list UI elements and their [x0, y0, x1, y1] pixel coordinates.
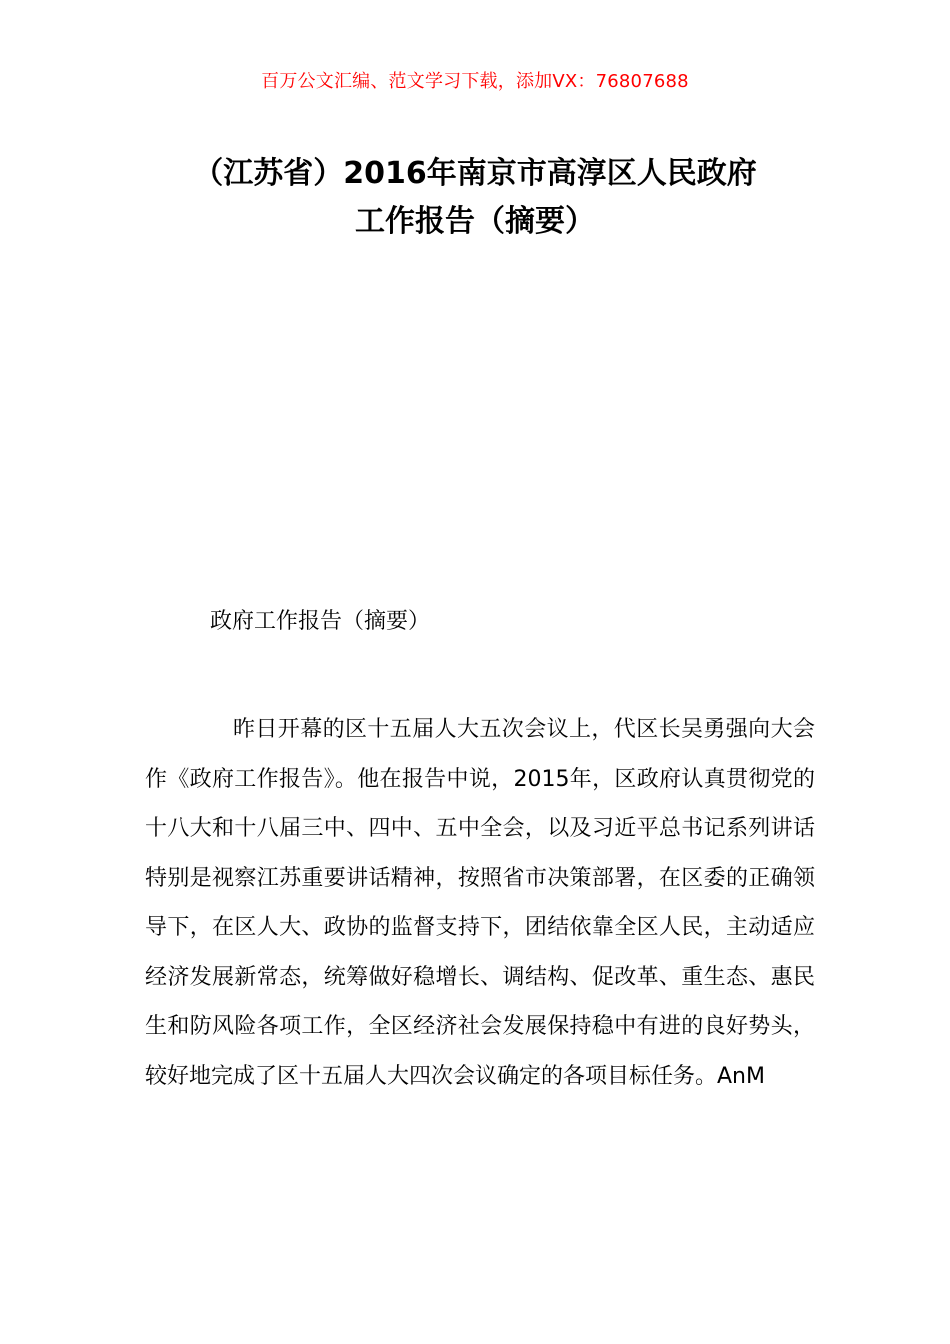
body-paragraph: 昨日开幕的区十五届人大五次会议上，代区长吴勇强向大会作《政府工作报告》。他在报告中说，2015年，区政府认真贯彻党的十八大和十八届三中、四中、五中全会，以及习近平总书记系列讲话特别是视察江苏重要讲话精神，按照省市决策部署，在区委的正确领导下，在区人大、政协的监督支持下，团结依靠全区人民，主动适应经济发展新常态，统筹做好稳增长、调结构、促改革、重生态、惠民生和防风险各项工作，全区经济社会发展保持稳中有进的良好势头，较好地完成了区十五届人大四次会议确定的各项目标任务。AnM: [145, 717, 815, 1089]
document-title-line-2: 工作报告（摘要）: [355, 204, 595, 239]
document-title: [110, 150, 840, 246]
header-promo-note: 百万公文汇编、范文学习下载，添加VX：76807688: [261, 71, 689, 92]
document-title-line-1: （江苏省）2016年南京市高淳区人民政府: [193, 156, 757, 191]
section-subheading: 政府工作报告（摘要）: [210, 609, 431, 634]
